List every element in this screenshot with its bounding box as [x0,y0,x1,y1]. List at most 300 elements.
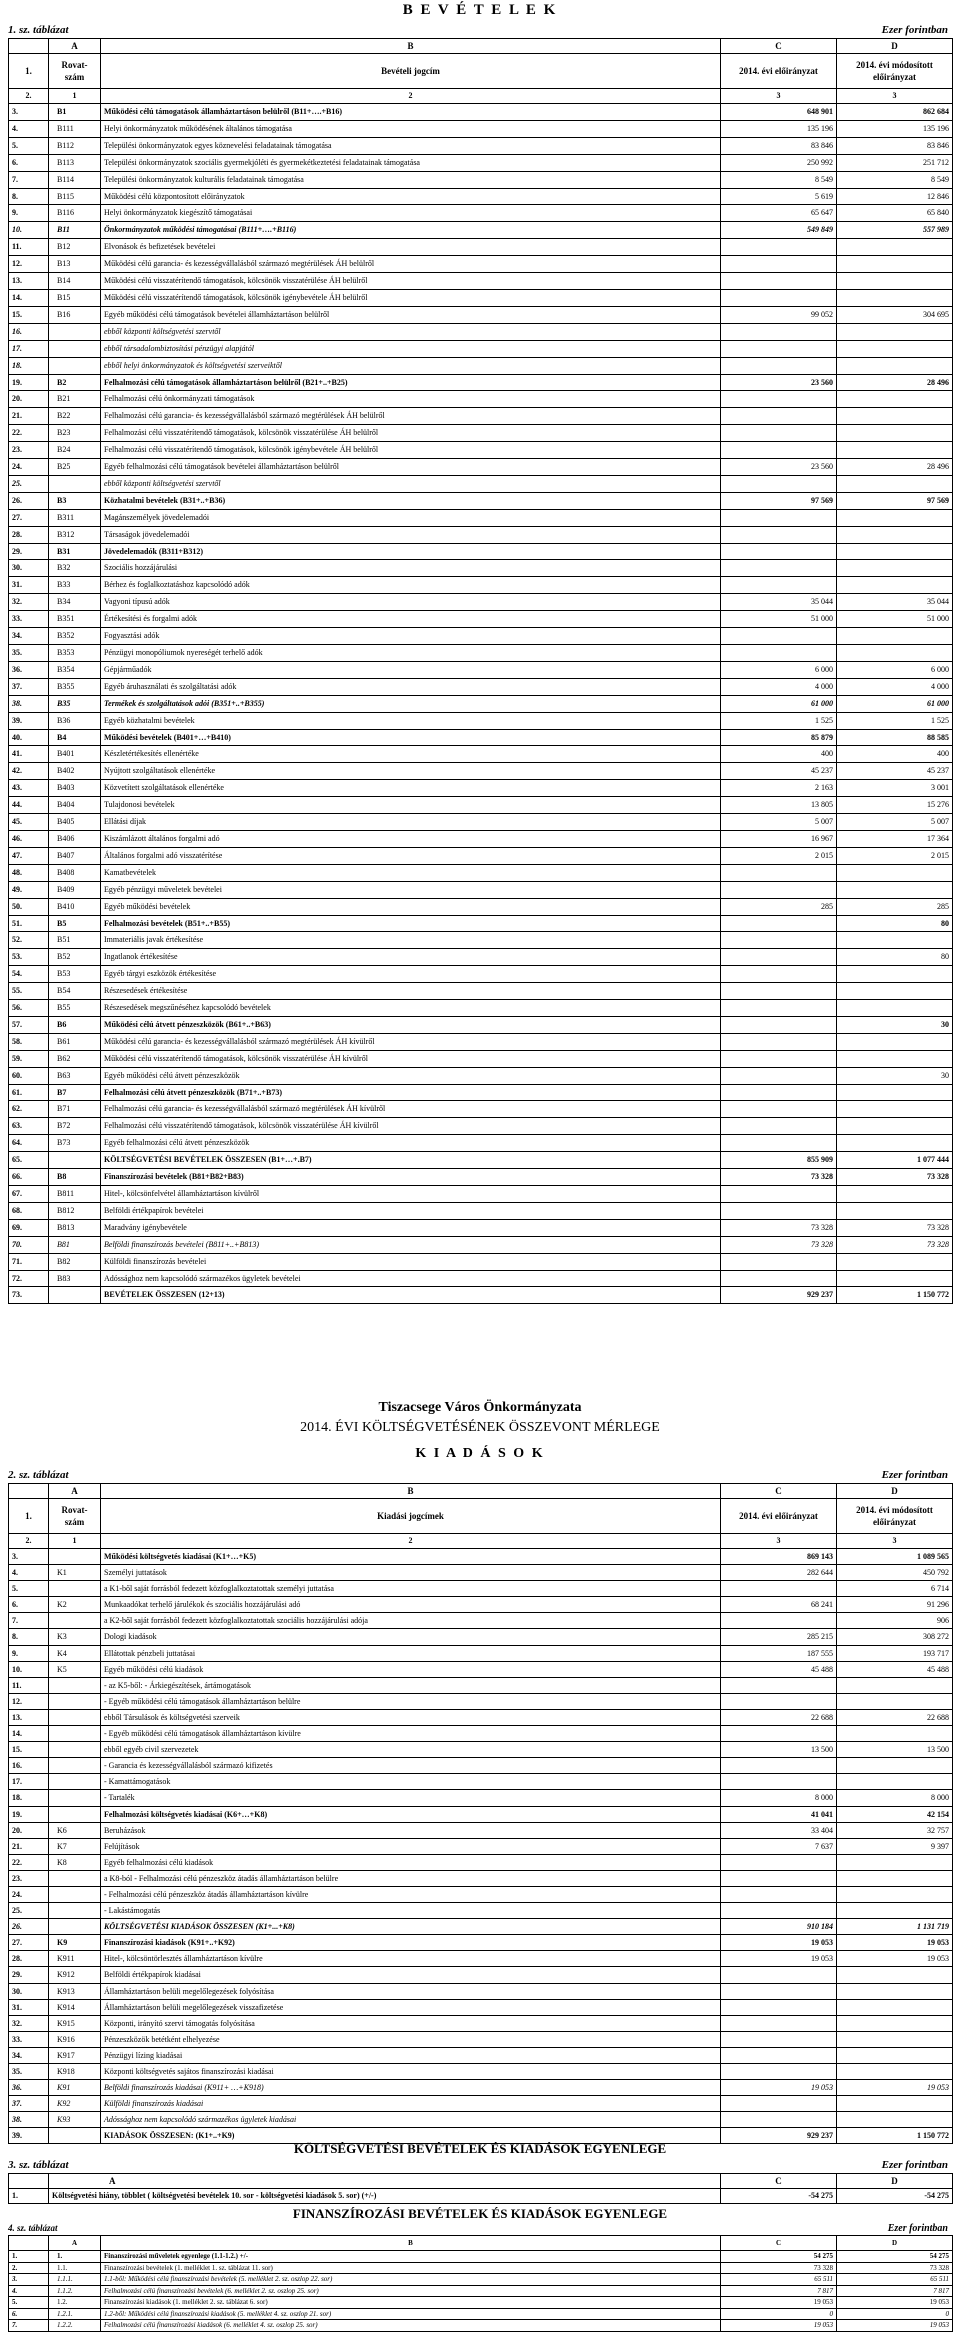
row-label: Általános forgalmi adó visszatérítése [101,847,721,864]
unit-label: Ezer forintban [881,2159,948,2171]
row-value-plan [721,1983,837,1999]
row-value-plan [721,442,837,459]
col-letter-a: A [49,2236,101,2251]
row-code: K917 [49,2047,101,2063]
table-row [9,289,953,306]
row-label: Közhatalmi bevételek (B31+..+B36) [101,492,721,509]
row-label: Helyi önkormányzatok kiegészítő támogatásai [101,205,721,222]
row-number: 7. [9,2320,49,2332]
row-label: Vagyoni típusú adók [101,594,721,611]
row-code: B11 [49,222,101,239]
row-number: 4. [9,120,49,137]
row-code: B401 [49,746,101,763]
row-label: Államháztartáson belüli megelőlegezések visszafizetése [101,1999,721,2015]
row-code: B112 [49,137,101,154]
row-label: - Kamattámogatások [101,1774,721,1790]
row-value-modified: 1 131 719 [837,1919,953,1935]
row-value-plan [721,323,837,340]
row-number: 21. [9,408,49,425]
row-number: 31. [9,577,49,594]
row-label: Egyéb működési célú támogatások bevételei államháztartáson belülről [101,306,721,323]
row-code [49,1758,101,1774]
row-value-modified: 54 275 [837,2251,953,2263]
row-label: Központi költségvetés sajátos finanszírozási kiadásai [101,2064,721,2080]
row-label: KIADÁSOK ÖSSZESEN: (K1+..+K9) [101,2128,721,2144]
row-value-plan [721,1270,837,1287]
row-label: a K1-ből saját forrásból fedezett közfoglalkoztatottak személyi juttatása [101,1581,721,1597]
header-cell: Rovat-szám [49,54,101,89]
table-row [9,881,953,898]
row-value-modified [837,2096,953,2112]
row-value-modified [837,1677,953,1693]
table-row [9,171,953,188]
row-value-plan [721,1581,837,1597]
row-label: Működési bevételek (B401+…+B410) [101,729,721,746]
row-value-plan [721,509,837,526]
row-value-modified [837,1983,953,1999]
table-row [9,729,953,746]
col-letter-b: B [101,1484,721,1499]
row-value-modified: 30 [837,1016,953,1033]
row-label: Kiszámlázott általános forgalmi adó [101,830,721,847]
col-letter-b: B [101,2236,721,2251]
table-row [9,1597,953,1613]
row-value-plan [721,949,837,966]
row-value-modified: 73 328 [837,2262,953,2274]
table-row [9,391,953,408]
row-value-plan: 33 404 [721,1822,837,1838]
row-label: Egyéb áruhasználati és szolgáltatási adók [101,678,721,695]
row-number: 42. [9,763,49,780]
row-label: Belföldi értékpapírok kiadásai [101,1967,721,1983]
table-row [9,864,953,881]
row-value-modified [837,1118,953,1135]
table-row [9,1186,953,1203]
row-number: 33. [9,611,49,628]
row-label: - Felhalmozási célú pénzeszköz átadás államháztartáson kívülre [101,1886,721,1902]
row-label: Működési célú garancia- és kezességvállalásból származó megtérülések ÁH belülről [101,256,721,273]
row-number: 5. [9,2297,49,2309]
row-value-plan: 19 053 [721,2297,837,2309]
row-label: Települési önkormányzatok szociális gyermekjóléti és gyermekétkeztetési feladatainak támogatása [101,154,721,171]
col-letter-blank [9,39,49,54]
row-label: Működési célú visszatérítendő támogatások, kölcsönök igénybevétele ÁH belülről [101,289,721,306]
row-number: 73. [9,1287,49,1304]
row-number: 32. [9,594,49,611]
row-code: B311 [49,509,101,526]
row-value-plan: 285 [721,898,837,915]
row-value-modified: 1 525 [837,712,953,729]
row-value-modified: 7 817 [837,2285,953,2297]
row-number: 60. [9,1067,49,1084]
row-number: 13. [9,273,49,290]
row-number: 64. [9,1135,49,1152]
row-value-modified: 8 549 [837,171,953,188]
row-code: K918 [49,2064,101,2080]
table-row [9,1253,953,1270]
row-value-modified [837,645,953,662]
row-value-modified: 19 053 [837,2297,953,2309]
row-number: 12. [9,256,49,273]
row-label: Finanszírozási kiadások (K91+..+K92) [101,1935,721,1951]
row-label: Felhalmozási célú visszatérítendő támogatások, kölcsönök visszatérülése ÁH belülről [101,425,721,442]
table-row [9,1613,953,1629]
row-code: 1.2. [49,2297,101,2309]
row-number: 56. [9,1000,49,1017]
row-code: B13 [49,256,101,273]
row-number: 9. [9,205,49,222]
org-name: Tiszacsege Város Önkormányzata [378,1400,582,1415]
row-value-modified: 1 089 565 [837,1549,953,1565]
row-code: B8 [49,1169,101,1186]
row-value-plan [721,1186,837,1203]
row-value-plan: 85 879 [721,729,837,746]
row-value-modified: 400 [837,746,953,763]
row-label: Egyéb felhalmozási célú kiadások [101,1854,721,1870]
row-value-plan: 6 000 [721,661,837,678]
row-value-plan: 97 569 [721,492,837,509]
row-value-plan [721,2096,837,2112]
row-value-modified [837,1202,953,1219]
table-row [9,256,953,273]
row-value-plan: 19 053 [721,2080,837,2096]
row-value-plan [721,864,837,881]
row-value-modified [837,340,953,357]
row-value-plan: 19 053 [721,1951,837,1967]
row-label: Pénzügyi lízing kiadásai [101,2047,721,2063]
row-value-plan: 65 647 [721,205,837,222]
row-value-plan: 73 328 [721,1169,837,1186]
row-value-modified [837,966,953,983]
row-number: 68. [9,1202,49,1219]
row-value-modified: 15 276 [837,797,953,814]
row-label: Államháztartáson belüli megelőlegezések folyósítása [101,1983,721,1999]
header-cell: Bevételi jogcím [101,54,721,89]
table-row [9,2308,953,2320]
row-value-plan: 910 184 [721,1919,837,1935]
row-value-modified: 135 196 [837,120,953,137]
row-code [49,1549,101,1565]
row-number: 17. [9,1774,49,1790]
row-value-plan [721,915,837,932]
row-value-modified: 12 846 [837,188,953,205]
row-value-plan: 7 637 [721,1838,837,1854]
table-row [9,1219,953,1236]
row-value-modified: 91 296 [837,1597,953,1613]
row-number: 23. [9,1870,49,1886]
row-number: 44. [9,797,49,814]
table-row [9,459,953,476]
row-value-plan: 13 500 [721,1742,837,1758]
row-number: 66. [9,1169,49,1186]
row-label: Felhalmozási célú átvett pénzeszközök (B71+..+B73) [101,1084,721,1101]
row-value-plan: 83 846 [721,137,837,154]
row-number: 27. [9,1935,49,1951]
row-value-modified [837,2112,953,2128]
row-value-modified: -54 275 [837,2189,953,2204]
row-code [49,1870,101,1886]
table-row [9,137,953,154]
table-row [9,1709,953,1725]
col-letter-d: D [837,39,953,54]
col-letter-blank [9,2174,49,2189]
row-value-modified: 4 000 [837,678,953,695]
row-value-plan: 4 000 [721,678,837,695]
table-row [9,1645,953,1661]
table-row [9,1000,953,1017]
row-value-modified [837,543,953,560]
row-value-modified: 73 328 [837,1169,953,1186]
row-label: Felhalmozási célú visszatérítendő támogatások, kölcsönök visszatérülése ÁH kívülről [101,1118,721,1135]
table-row [9,1270,953,1287]
row-value-modified [837,273,953,290]
table-row [9,678,953,695]
row-code: 1.1.2. [49,2285,101,2297]
row-value-modified: 73 328 [837,1219,953,1236]
table-row [9,746,953,763]
row-value-plan: 8 000 [721,1790,837,1806]
table-row [9,1870,953,1886]
table-row [9,2096,953,2112]
row-value-plan: 73 328 [721,1236,837,1253]
colnum-cell: 3 [837,89,953,104]
row-code [49,1581,101,1597]
colnum-cell: 2. [9,1534,49,1549]
table-row [9,898,953,915]
row-value-plan: 22 688 [721,1709,837,1725]
row-value-modified: 17 364 [837,830,953,847]
row-label: Felhalmozási célú visszatérítendő támogatások, kölcsönök igénybevétele ÁH belülről [101,442,721,459]
row-number: 1. [9,2189,49,2204]
table-row [9,357,953,374]
row-label: Pénzügyi monopóliumok nyereségét terhelő adók [101,645,721,662]
row-code: B51 [49,932,101,949]
row-number: 8. [9,188,49,205]
row-value-modified [837,1693,953,1709]
row-number: 57. [9,1016,49,1033]
row-value-plan [721,1613,837,1629]
row-label: Települési önkormányzatok egyes köznevelési feladatainak támogatása [101,137,721,154]
row-number: 62. [9,1101,49,1118]
col-letter-blank [9,1484,49,1499]
row-value-plan: 1 525 [721,712,837,729]
row-label: Fogyasztási adók [101,628,721,645]
row-value-plan: 73 328 [721,2262,837,2274]
row-value-modified: 80 [837,915,953,932]
row-value-modified: 32 757 [837,1822,953,1838]
row-number: 18. [9,1790,49,1806]
colnum-cell: 3 [721,89,837,104]
table-row [9,492,953,509]
row-label: Maradvány igénybevétele [101,1219,721,1236]
row-code: B61 [49,1033,101,1050]
row-code: K1 [49,1565,101,1581]
row-value-plan [721,1033,837,1050]
row-label: Belföldi finanszírozás bevételei (B811+..+B813) [101,1236,721,1253]
row-label: Gépjárműadók [101,661,721,678]
header-cell: 2014. évi előirányzat [721,1499,837,1534]
table-row [9,1983,953,1999]
row-value-plan: 400 [721,746,837,763]
row-number: 63. [9,1118,49,1135]
header-cell: Rovat-szám [49,1499,101,1534]
table-row [9,1967,953,1983]
row-code: B116 [49,205,101,222]
row-code: B73 [49,1135,101,1152]
row-label: - Tartalék [101,1790,721,1806]
row-label: Felhalmozási célú önkormányzati támogatások [101,391,721,408]
row-value-plan: 19 053 [721,1935,837,1951]
row-label: Belföldi finanszírozás kiadásai (K911+ …+K918) [101,2080,721,2096]
row-code [49,1774,101,1790]
table-row [9,475,953,492]
row-code: B408 [49,864,101,881]
row-label: Ellátási díjak [101,814,721,831]
row-value-plan [721,1886,837,1902]
row-code: K911 [49,1951,101,1967]
row-code: 1. [49,2251,101,2263]
row-value-plan: 99 052 [721,306,837,323]
row-value-modified [837,289,953,306]
row-code: B353 [49,645,101,662]
table-row [9,695,953,712]
row-value-modified: 5 007 [837,814,953,831]
row-code: B62 [49,1050,101,1067]
row-label: ebből központi költségvetési szervtől [101,475,721,492]
row-value-plan [721,577,837,594]
row-code: K916 [49,2031,101,2047]
row-code: K912 [49,1967,101,1983]
row-number: 29. [9,1967,49,1983]
table-row [9,712,953,729]
row-number: 35. [9,2064,49,2080]
row-value-plan: 0 [721,2308,837,2320]
row-label: Önkormányzatok működési támogatásai (B111+….+B116) [101,222,721,239]
row-value-modified [837,1903,953,1919]
header-cell: 2014. évi módosított előirányzat [837,1499,953,1534]
row-label: Központi, irányító szervi támogatás folyósítása [101,2015,721,2031]
row-value-plan [721,289,837,306]
table-row [9,1919,953,1935]
row-number: 3. [9,104,49,121]
row-number: 39. [9,712,49,729]
row-value-modified: 19 053 [837,1951,953,1967]
row-value-modified: 450 792 [837,1565,953,1581]
row-label: Egyéb pénzügyi műveletek bevételei [101,881,721,898]
table-row [9,1202,953,1219]
row-number: 11. [9,239,49,256]
row-label: - Lakástámogatás [101,1903,721,1919]
row-number: 30. [9,1983,49,1999]
row-value-plan [721,425,837,442]
row-value-plan [721,560,837,577]
row-number: 11. [9,1677,49,1693]
colnum-cell: 2 [101,1534,721,1549]
table-row [9,797,953,814]
row-label: Dologi kiadások [101,1629,721,1645]
header-cell: 1. [9,54,49,89]
row-code [49,1726,101,1742]
row-number: 15. [9,306,49,323]
row-value-plan [721,1693,837,1709]
row-number: 28. [9,1951,49,1967]
row-value-plan [721,1677,837,1693]
row-value-plan: 8 549 [721,171,837,188]
row-value-plan [721,526,837,543]
row-value-modified: 285 [837,898,953,915]
table-row [9,2297,953,2309]
unit-label: Ezer forintban [881,24,948,36]
col-letter-c: C [721,1484,837,1499]
table-row [9,594,953,611]
table-row [9,1999,953,2015]
row-number: 28. [9,526,49,543]
row-value-plan [721,391,837,408]
row-value-modified [837,239,953,256]
row-code [49,1903,101,1919]
row-value-modified: 51 000 [837,611,953,628]
row-label: Értékesítési és forgalmi adók [101,611,721,628]
row-number: 16. [9,323,49,340]
row-label: Társaságok jövedelemadói [101,526,721,543]
row-code: B5 [49,915,101,932]
row-value-plan: 65 511 [721,2274,837,2286]
row-value-modified [837,1999,953,2015]
row-value-modified: 22 688 [837,1709,953,1725]
row-value-modified: 13 500 [837,1742,953,1758]
row-number: 3. [9,2274,49,2286]
table-row [9,543,953,560]
table-row [9,915,953,932]
row-value-plan: 648 901 [721,104,837,121]
row-number: 36. [9,661,49,678]
row-code: B813 [49,1219,101,1236]
row-value-modified: 65 511 [837,2274,953,2286]
row-value-plan [721,1903,837,1919]
row-value-plan [721,983,837,1000]
row-number: 27. [9,509,49,526]
row-code: K913 [49,1983,101,1999]
table-row [9,1118,953,1135]
row-value-plan [721,1726,837,1742]
page-title-kiadasok: K I A D Á S O K [415,1446,545,1461]
row-value-plan [721,256,837,273]
table-row [9,1549,953,1565]
row-code [49,1677,101,1693]
row-code: B410 [49,898,101,915]
row-label: Egyéb működési célú kiadások [101,1661,721,1677]
table-row [9,1067,953,1084]
row-label: Személyi juttatások [101,1565,721,1581]
row-value-plan: 45 488 [721,1661,837,1677]
row-label: Részesedések értékesítése [101,983,721,1000]
row-code: B111 [49,120,101,137]
table-row [9,2015,953,2031]
row-value-plan [721,628,837,645]
row-value-plan [721,1000,837,1017]
row-code: B34 [49,594,101,611]
row-value-plan: 73 328 [721,1219,837,1236]
row-label: - Egyéb működési célú támogatások államháztartáson kívülre [101,1726,721,1742]
row-label: Hitel-, kölcsöntörlesztés államháztartáson kívülre [101,1951,721,1967]
row-code: B54 [49,983,101,1000]
row-number: 32. [9,2015,49,2031]
row-value-modified: 65 840 [837,205,953,222]
row-number: 23. [9,442,49,459]
row-number: 31. [9,1999,49,2015]
row-code: K915 [49,2015,101,2031]
row-value-modified [837,1758,953,1774]
